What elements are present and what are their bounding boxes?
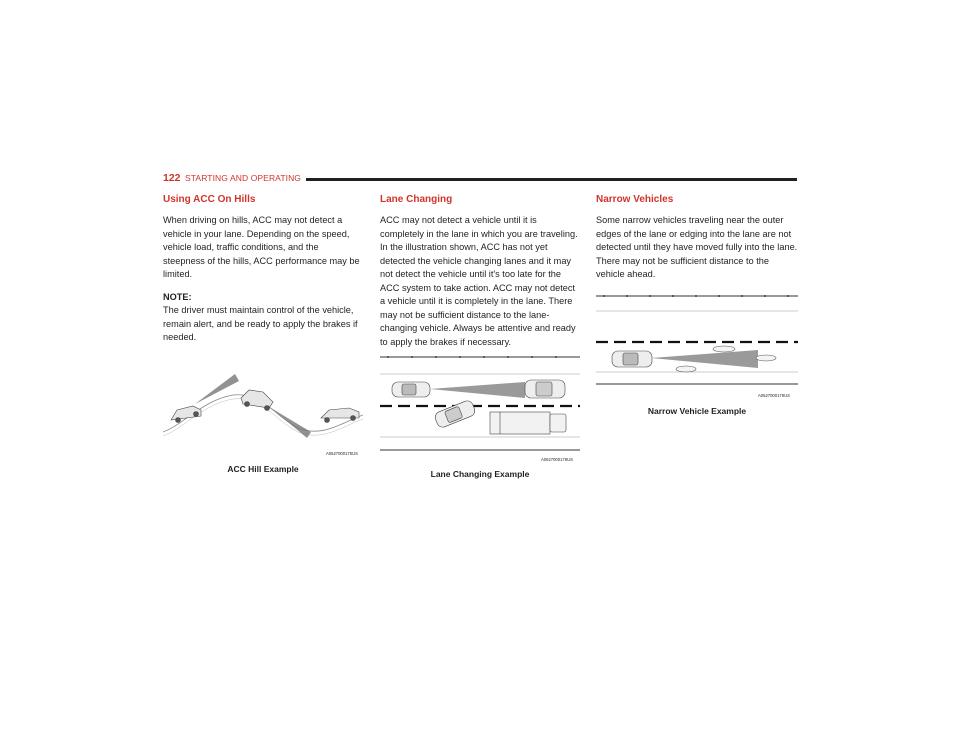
column-narrow-vehicles	[596, 193, 798, 282]
car-icon	[612, 351, 652, 367]
narrow-vehicle-illustration	[596, 292, 798, 392]
heading-lane-changing: Lane Changing	[380, 194, 453, 205]
lane-changing-illustration	[380, 354, 580, 454]
body-narrow-vehicles: Some narrow vehicles traveling near the outer edges of the lane or edging into the lane are not detected until they have moved fully into the lane. There may not be sufficient distance to the vehicle ahead.	[596, 215, 798, 279]
body-acc-hills: When driving on hills, ACC may not detect a vehicle in your lane. Depending on the speed, vehicle load, traffic conditions, and the steepness of the hills, ACC performance may be limited.	[163, 215, 360, 279]
page-number: 122	[163, 172, 181, 184]
acc-hill-illustration	[163, 370, 363, 460]
caption-narrow-vehicle: Narrow Vehicle Example	[647, 406, 747, 416]
figure-code-1: A0627000175US	[326, 451, 358, 456]
header-rule	[306, 178, 797, 181]
note-text: The driver must maintain control of the vehicle, remain alert, and be ready to apply the brakes if needed.	[163, 305, 358, 342]
page-header	[163, 171, 797, 185]
heading-acc-hills: Using ACC On Hills	[163, 194, 256, 205]
section-title: STARTING AND OPERATING	[185, 173, 302, 183]
note-label: NOTE:	[163, 291, 192, 302]
column-lane-changing	[380, 193, 580, 349]
figure-code-3: A0627000179US	[758, 393, 790, 398]
body-lane-changing: ACC may not detect a vehicle until it is completely in the lane in which you are traveling. In the illustration shown, ACC has not yet detected the vehicle changing lanes and it may not detect the vehicle until it's too late for the ACC system to take action. ACC may not detect a vehicle until it is completely in the lane. There may not be sufficient distance to the lane-changing vehicle. Always be attentive and ready to apply the brakes if necessary.	[380, 215, 578, 347]
figure-code-2: A0627000178US	[541, 457, 573, 462]
car-icon	[392, 382, 430, 397]
car-icon	[171, 406, 201, 423]
caption-acc-hill: ACC Hill Example	[227, 464, 299, 474]
heading-narrow-vehicles: Narrow Vehicles	[596, 194, 674, 205]
caption-lane-changing: Lane Changing Example	[430, 469, 530, 479]
column-acc-hills	[163, 193, 363, 345]
